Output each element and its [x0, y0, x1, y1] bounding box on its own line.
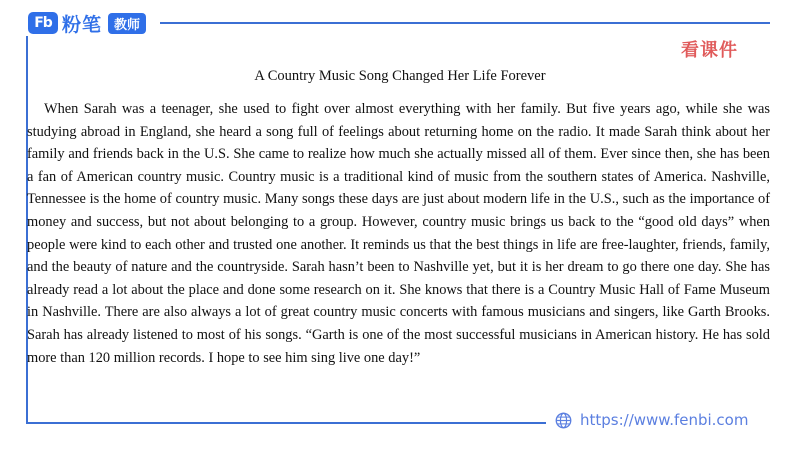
- footer-url-text: https://www.fenbi.com: [580, 411, 749, 429]
- logo-text: 粉笔: [62, 13, 103, 36]
- logo-badge: 教师: [108, 13, 146, 34]
- header-divider: [160, 22, 770, 24]
- article-body: When Sarah was a teenager, she used to fight over almost everything with her family. But five years ago, while she was studying abroad in England, she heard a song full of feelings about returning home on the radio. It made Sarah think about her family and friends back in the U.S. She came to realize how much she actually missed all of them. Ever since then, she has been a fan of American country music. Country music is a traditional kind of music from the southern states of America. Nashville, Tennessee is the home of country music. Many songs these days are just about modern life in the U.S., such as the importance of money and success, but not about belonging to a group. However, country music brings us back to the “good old days” when people were kind to each other and trusted one another. It reminds us that the best things in life are free-laughter, friends, family, and the beauty of nature and the countryside. Sarah hasn’t been to Nashville yet, but it is her dream to go there one day. She has already read a lot about the place and done some research on it. She knows that there is a Country Music Hall of Fame Museum in Nashville. There are also always a lot of great country music concerts with famous musicians and singers, like Garth Brooks. Sarah has already listened to most of his songs. “Garth is one of the most successful musicians in American history. He has sold more than 120 million records. I hope to see him sing live one day!”: [27, 101, 770, 366]
- fenbi-logo-icon: Fb: [28, 12, 58, 34]
- globe-icon: [555, 412, 572, 429]
- frame-bottom-border: [26, 422, 546, 424]
- view-courseware-link[interactable]: 看课件: [681, 40, 738, 61]
- article-title: A Country Music Song Changed Her Life Forever: [254, 68, 546, 84]
- brand-logo: [28, 9, 146, 37]
- footer-url-link[interactable]: [555, 411, 748, 429]
